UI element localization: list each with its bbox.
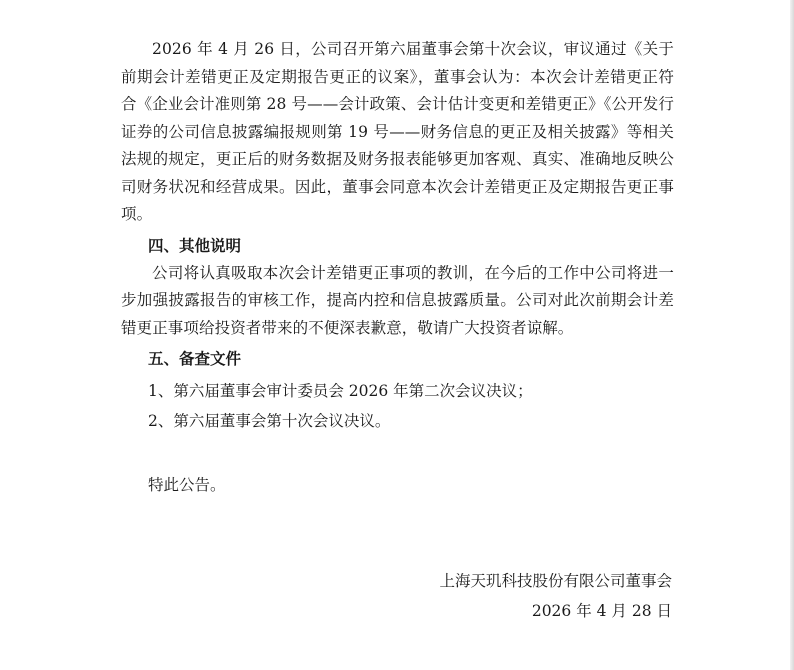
signature-date: 2026 年 4 月 28 日 xyxy=(531,602,672,620)
page-edge-shadow xyxy=(790,0,794,670)
section-heading-other-notes: 四、其他说明 xyxy=(148,235,242,255)
signature-block xyxy=(439,567,672,625)
document-list-item: 2、第六届董事会第十次会议决议。 xyxy=(148,412,391,430)
document-body xyxy=(121,36,674,499)
closing-statement: 特此公告。 xyxy=(148,476,226,494)
document-list-item: 1、第六届董事会审计委员会 2026 年第二次会议决议； xyxy=(148,382,533,400)
board-resolution-paragraph: 2026 年 4 月 26 日，公司召开第六届董事会第十次会议，审议通过《关于前期会计差错更正及定期报告更正的议案》，董事会认为：本次会计差错更正符合《企业会计准则第 28 号——会计政策、会计估计变更和差错更正》《公开发行证券的公司信息披露编报规则第 19 号——财务信息的更正及相关披露》等相关法规的规定，更正后的财务数据及财务报表能够更加客观、真实、准确地反映公司财务状况和经营成果。因此，董事会同意本次会计差错更正及定期报告更正事项。 xyxy=(121,40,674,223)
other-notes-paragraph: 公司将认真吸取本次会计差错更正事项的教训，在今后的工作中公司将进一步加强披露报告的审核工作，提高内控和信息披露质量。公司对此次前期会计差错更正事项给投资者带来的不便深表歉意，敬请广大投资者谅解。 xyxy=(121,263,674,337)
signature-company: 上海天玑科技股份有限公司董事会 xyxy=(439,572,672,590)
section-heading-documents: 五、备查文件 xyxy=(148,349,242,368)
